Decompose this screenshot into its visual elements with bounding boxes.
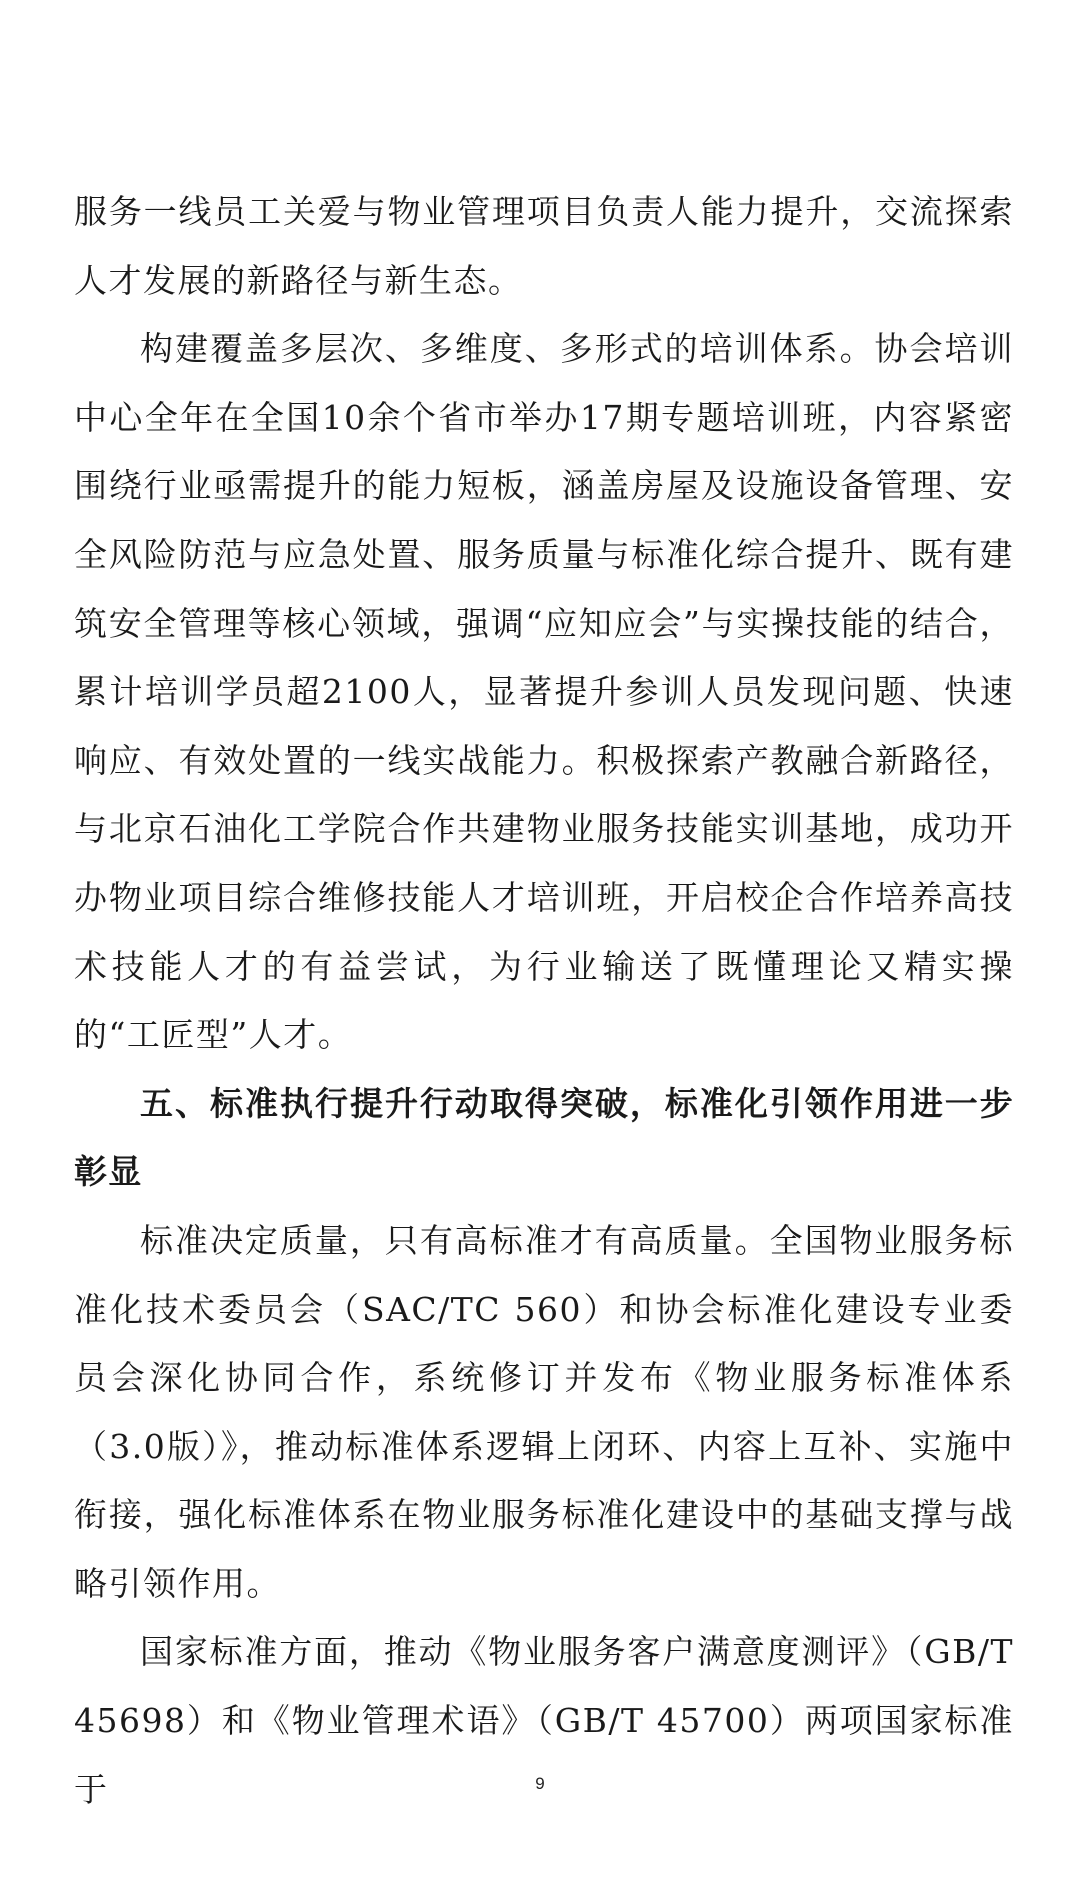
page-body: [74, 178, 1014, 1824]
paragraph-training-system: 构建覆盖多层次、多维度、多形式的培训体系。协会培训中心全年在全国10余个省市举办17期专题培训班，内容紧密围绕行业亟需提升的能力短板，涵盖房屋及设施设备管理、安全风险防范与应急处置、服务质量与标准化综合提升、既有建筑安全管理等核心领域，强调“应知应会”与实操技能的结合，累计培训学员超2100人，显著提升参训人员发现问题、快速响应、有效处置的一线实战能力。积极探索产教融合新路径，与北京石油化工学院合作共建物业服务技能实训基地，成功开办物业项目综合维修技能人才培训班，开启校企合作培养高技术技能人才的有益尝试，为行业输送了既懂理论又精实操的“工匠型”人才。: [74, 329, 1014, 1055]
page-number: 9: [535, 1774, 545, 1793]
section-heading-five: 五、标准执行提升行动取得突破，标准化引领作用进一步彰显: [74, 1083, 1014, 1192]
paragraph-continuation: 服务一线员工关爱与物业管理项目负责人能力提升，交流探索人才发展的新路径与新生态。: [74, 192, 1014, 300]
paragraph-standards-quality: 标准决定质量，只有高标准才有高质量。全国物业服务标准化技术委员会（SAC/TC 560）和协会标准化建设专业委员会深化协同合作，系统修订并发布《物业服务标准体系（3.0版）》，推动标准体系逻辑上闭环、内容上互补、实施中衔接，强化标准体系在物业服务标准化建设中的基础支撑与战略引领作用。: [74, 1220, 1014, 1603]
paragraph-national-standards: 国家标准方面，推动《物业服务客户满意度测评》（GB/T 45698）和《物业管理术语》（GB/T 45700）两项国家标准于: [74, 1632, 1014, 1809]
